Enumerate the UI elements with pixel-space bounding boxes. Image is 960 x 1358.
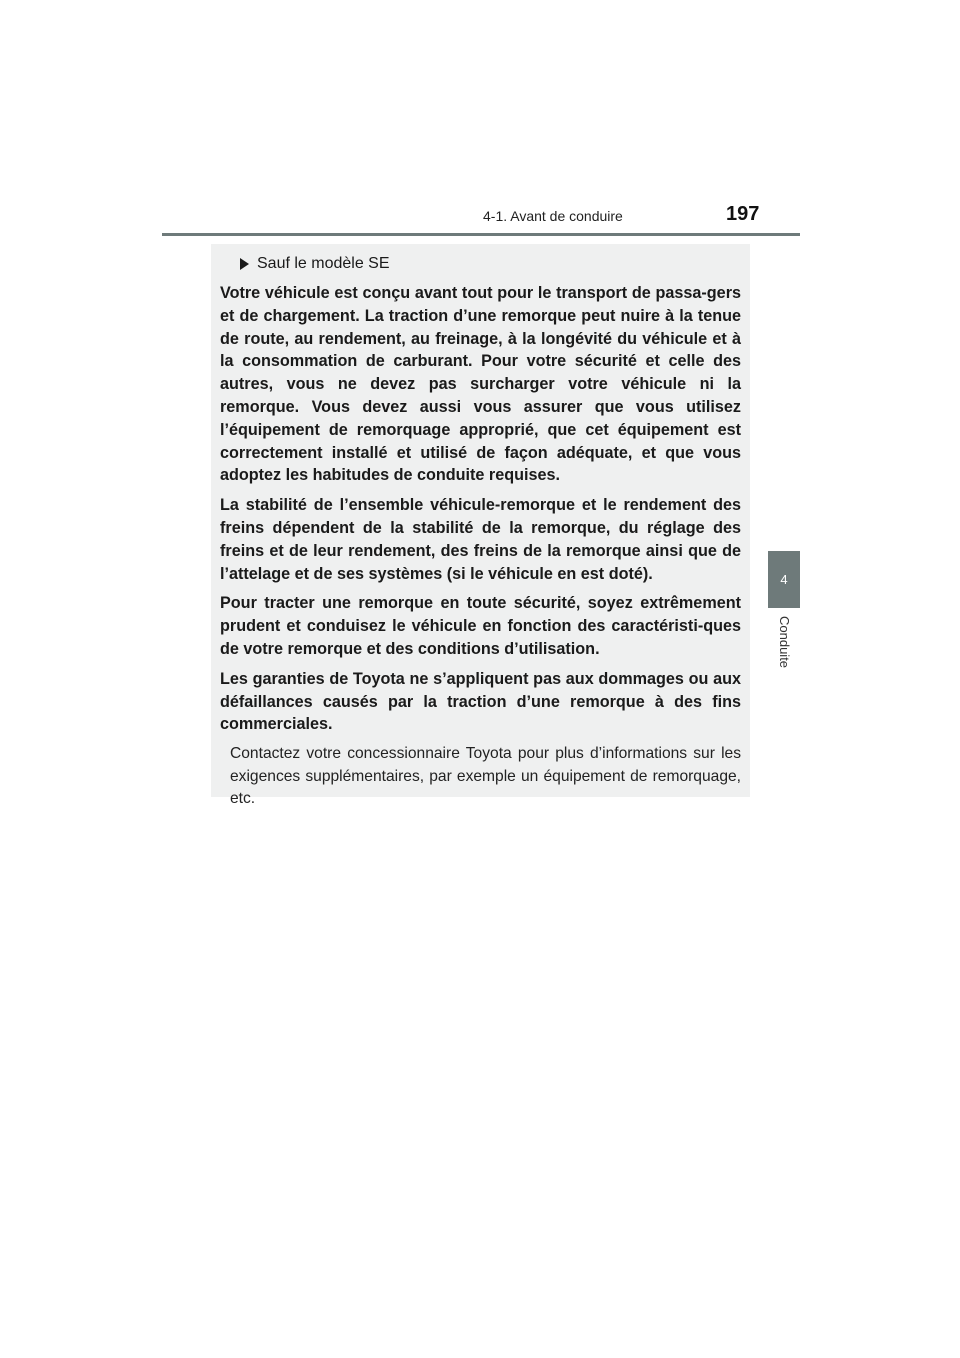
dealer-note: Contactez votre concessionnaire Toyota pour plus d’informations sur les exigences supplémentaires, par exemple un équipement de remorquage, etc. bbox=[230, 745, 741, 808]
page-number: 197 bbox=[726, 203, 760, 225]
section-title: 4-1. Avant de conduire bbox=[483, 208, 623, 224]
chapter-tab: 4 bbox=[768, 551, 800, 608]
paragraph-caution: Pour tracter une remorque en toute sécurité, soyez extrêmement prudent et conduisez le véhicule en fonction des caractéristi-ques de votre remorque et des conditions d’utilisation. bbox=[220, 594, 741, 658]
triangle-arrow-icon bbox=[240, 258, 249, 270]
model-condition bbox=[240, 249, 741, 279]
paragraph-intro: Votre véhicule est conçu avant tout pour le transport de passa-gers et de chargement. La traction d’une remorque peut nuire à la tenue de route, au rendement, au freinage, à la longévité du véhicule et à la consommation de carburant. Pour votre sécurité et celle des autres, vous ne devez pas surcharger votre véhicule ni la remorque. Vous devez aussi vous assurer que vous utilisez l’équipement de remorquage approprié, que cet équipement est correctement installé et utilisé de façon adéquate, et que vous adoptez les habitudes de conduite requises. bbox=[220, 284, 741, 485]
header-divider bbox=[162, 233, 800, 236]
paragraph-stability: La stabilité de l’ensemble véhicule-remorque et le rendement des freins dépendent de la stabilité de la remorque, du réglage des freins et de leur rendement, des freins de la remorque ainsi que de l’attelage et de ses systèmes (si le véhicule en est doté). bbox=[220, 496, 741, 583]
chapter-label: Conduite bbox=[777, 616, 792, 669]
model-condition-label: Sauf le modèle SE bbox=[257, 255, 390, 272]
content-box bbox=[211, 244, 750, 808]
paragraph-warranty: Les garanties de Toyota ne s’appliquent pas aux dommages ou aux défaillances causés par la traction d’une remorque à des fins commerciales. bbox=[220, 669, 741, 734]
